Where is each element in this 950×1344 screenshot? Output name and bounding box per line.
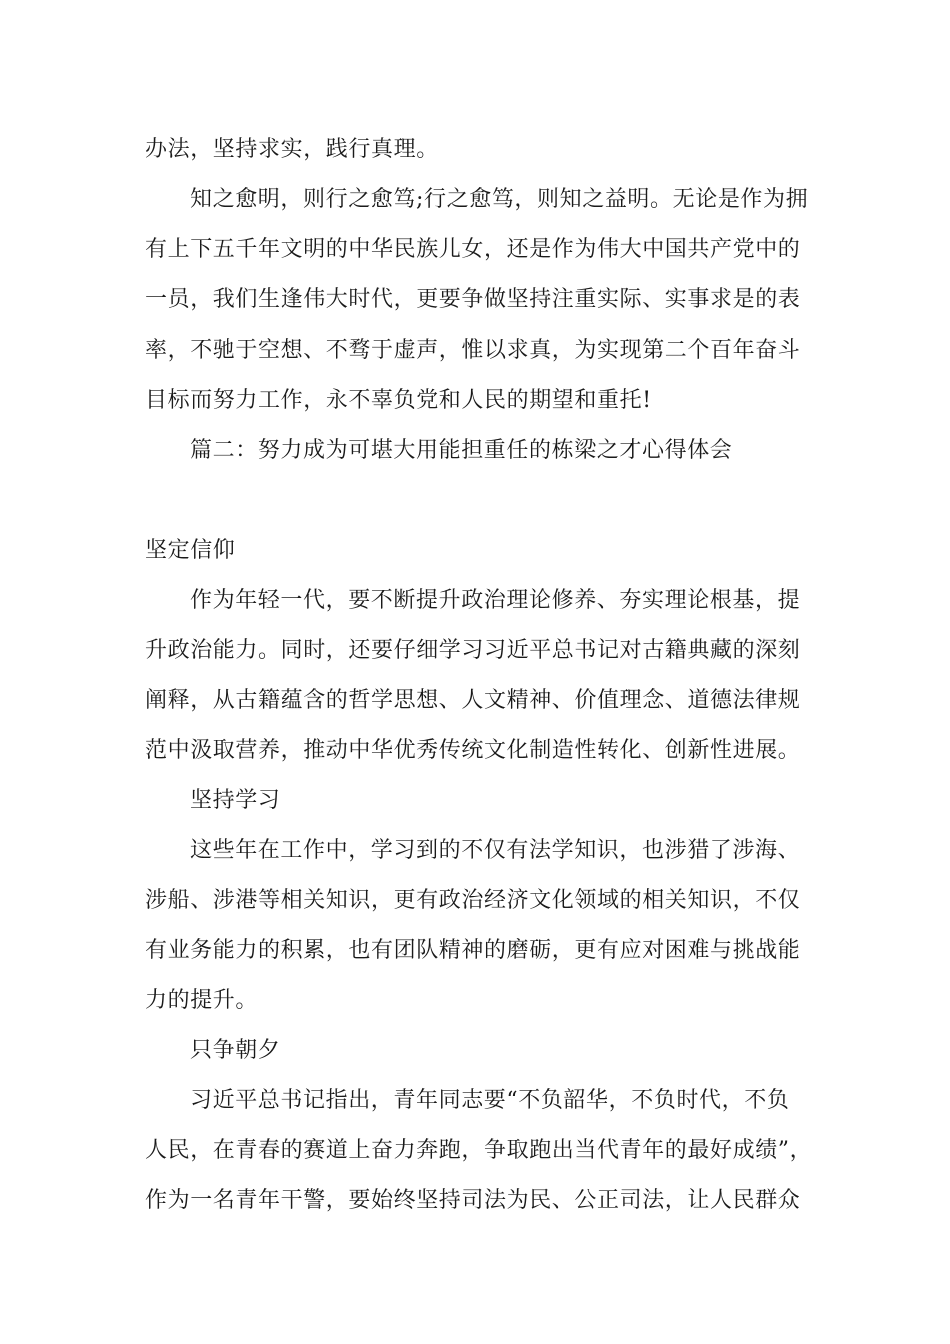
text-line: 一员，我们生逢伟大时代，更要争做坚持注重实际、实事求是的表 <box>145 287 801 312</box>
text-line: 作为一名青年干警，要始终坚持司法为民、公正司法，让人民群众 <box>145 1188 801 1213</box>
paragraph-start-line: 习近平总书记指出，青年同志要“不负韶华，不负时代，不负 <box>190 1088 790 1113</box>
text-line: 力的提升。 <box>145 988 259 1013</box>
text-line: 办法，坚持求实，践行真理。 <box>145 137 439 162</box>
section-heading: 篇二：努力成为可堪大用能担重任的栋梁之才心得体会 <box>190 438 733 463</box>
subheading-line: 坚定信仰 <box>145 538 236 563</box>
text-line: 涉船、涉港等相关知识，更有政治经济文化领域的相关知识，不仅 <box>145 888 801 913</box>
text-line: 有业务能力的积累，也有团队精神的磨砺，更有应对困难与挑战能 <box>145 938 801 963</box>
text-line: 有上下五千年文明的中华民族儿女，还是作为伟大中国共产党中的 <box>145 237 801 262</box>
text-line: 范中汲取营养，推动中华优秀传统文化制造性转化、创新性进展。 <box>145 738 801 763</box>
text-line: 升政治能力。同时，还要仔细学习习近平总书记对古籍典藏的深刻 <box>145 638 801 663</box>
text-line: 阐释，从古籍蕴含的哲学思想、人文精神、价值理念、道德法律规 <box>145 688 801 713</box>
text-line: 率，不驰于空想、不骛于虚声，惟以求真，为实现第二个百年奋斗 <box>145 338 801 363</box>
subheading-line: 只争朝夕 <box>190 1038 281 1063</box>
paragraph-start-line: 作为年轻一代，要不断提升政治理论修养、夯实理论根基，提 <box>190 588 801 613</box>
subheading-line: 坚持学习 <box>190 788 281 813</box>
text-line: 人民，在青春的赛道上奋力奔跑，争取跑出当代青年的最好成绩”， <box>145 1138 813 1163</box>
paragraph-start-line: 知之愈明，则行之愈笃;行之愈笃，则知之益明。无论是作为拥 <box>190 187 809 212</box>
text-line: 目标而努力工作，永不辜负党和人民的期望和重托! <box>145 388 652 413</box>
paragraph-start-line: 这些年在工作中，学习到的不仅有法学知识，也涉猎了涉海、 <box>190 838 801 863</box>
